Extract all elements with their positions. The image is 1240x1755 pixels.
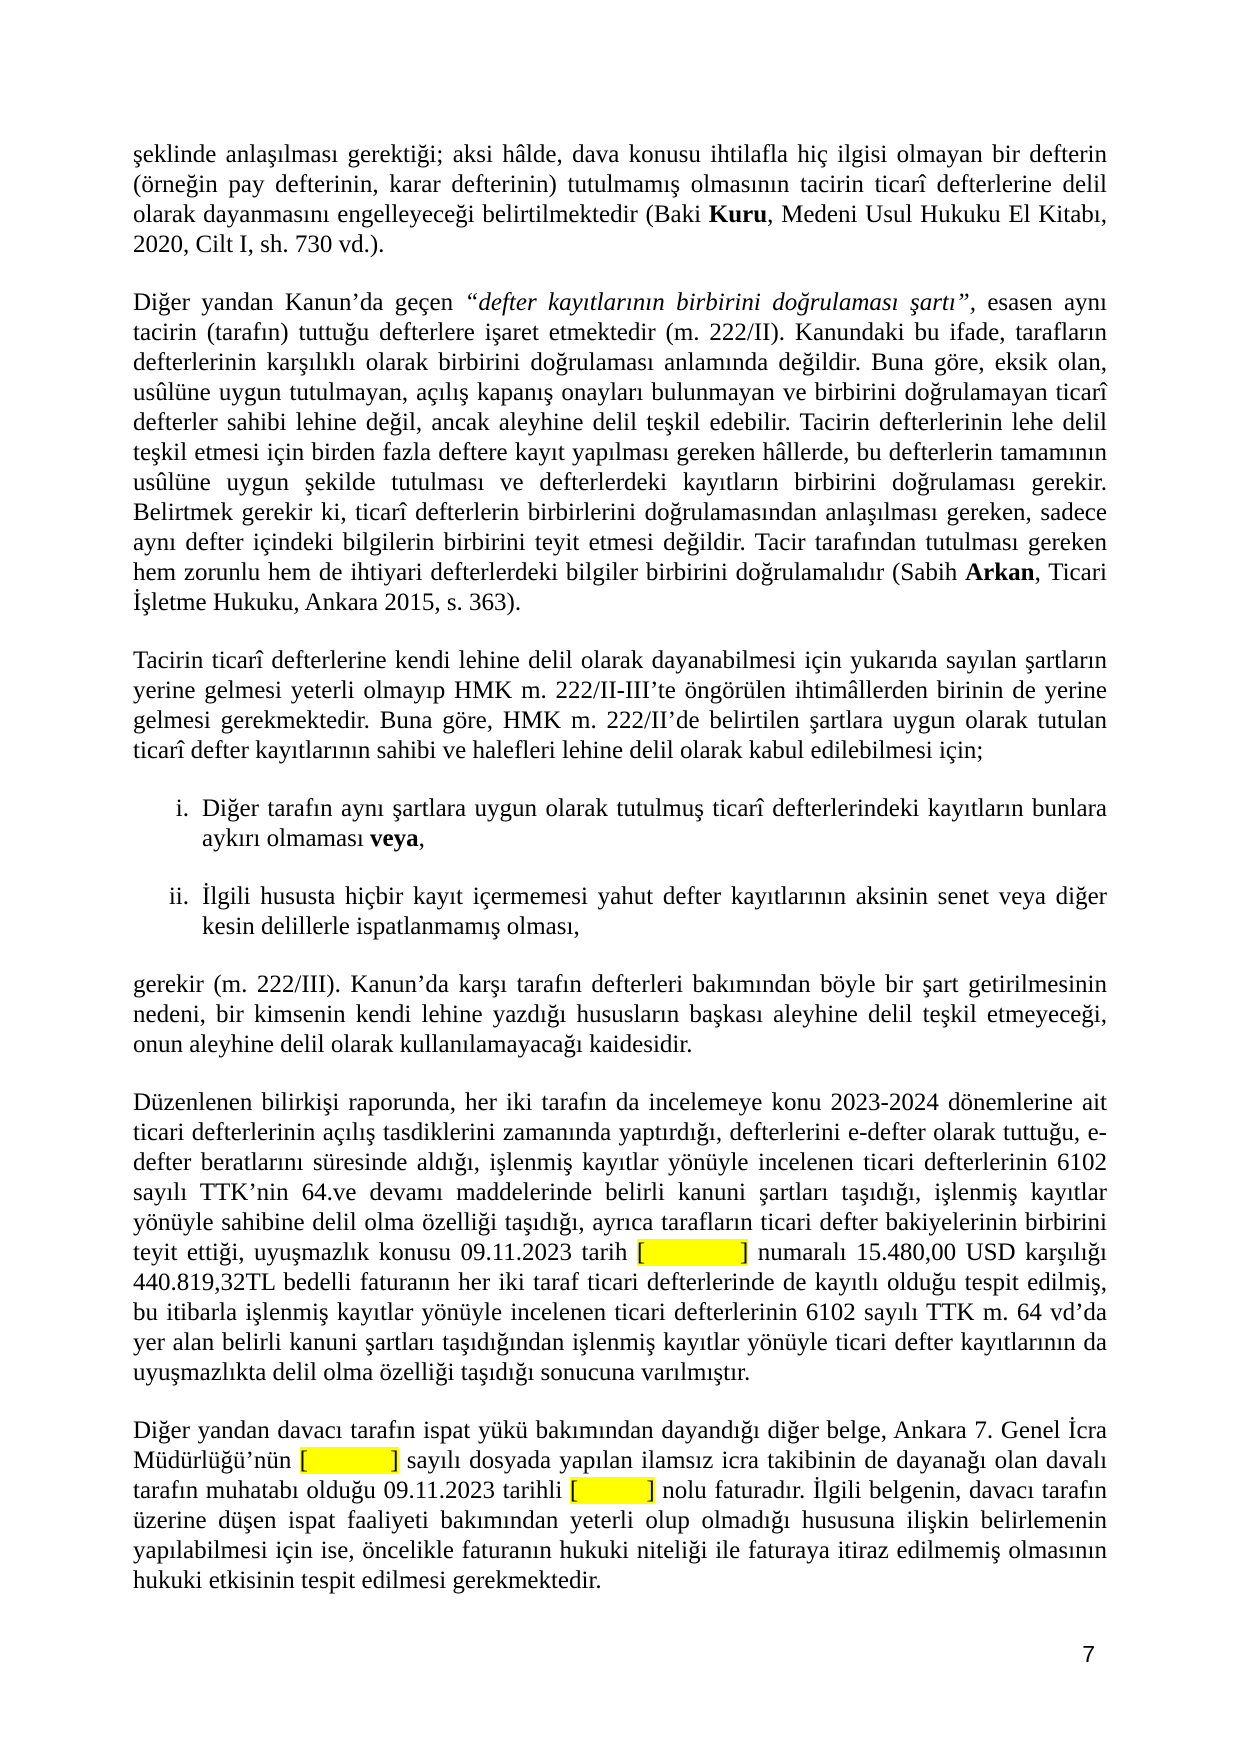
text-run: Diğer yandan Kanun’da geçen [133,289,465,316]
paragraph [133,1088,1107,1388]
paragraph [133,140,1107,260]
text-run: numaralı 15.480,00 USD karşılığı 440.819,32TL bedelli faturanın her iki taraf ticari defterlerinde de kayıtlı olduğu tespit edilmiş, bu itibarla işlenmiş kayıtlar yönüyle incelenen ticari defterlerinin 6102 sayılı TTK m. 64 vd’da yer alan belirli kanuni şartları taşıdığından işlenmiş kayıtlar yönüyle ticari defter kayıtlarının da uyuşmazlıkta delil olma özelliği taşıdığı sonucuna varılmıştır. [133,1239,1108,1386]
paragraph [133,646,1107,766]
text-run: , Medeni Usul Hukuku El Kitabı, 2020, Cilt I, sh. 730 vd.). [133,201,1107,258]
document-body [133,140,1107,1624]
emphasis-italic: “defter kayıtlarının birbirini doğrulaması şartı”, [464,289,976,316]
list-item [133,794,1107,854]
text-run: Tacirin ticarî defterlerine kendi lehine delil olarak dayanabilmesi için yukarıda sayılan şartların yerine gelmesi yeterli olmayıp HMK m. 222/II-III’te öngörülen ihtimâllerden birinin de yerine gelmesi gerekmektedir. Buna göre, HMK m. 222/II’de belirtilen şartlara uygun olarak tutulan ticarî defter kayıtlarının sahibi ve halefleri lehine delil olarak kabul edilebilmesi için; [133,647,1107,764]
emphasis-bold: veya [370,825,419,852]
redaction-highlight: [ ] [569,1477,655,1504]
text-run: esasen aynı tacirin (tarafın) tuttuğu defterlere işaret etmektedir (m. 222/II). Kanundaki bu ifade, tarafların defterlerinin karşılıklı olarak birbirini doğrulaması anlamında değildir. Buna göre, eksik olan, usûlüne uygun tutulmayan, açılış kapanış onayları bulunmayan ve birbirini doğrulamayan ticarî defterler sahibi lehine değil, ancak aleyhine delil teşkil edebilir. Tacirin defterlerinin lehe delil teşkil etmesi için birden fazla deftere kayıt yapılması gereken hâllerde, bu defterlerin tamamının usûlüne uygun şekilde tutulması ve defterlerdeki kayıtların birbirini doğrulaması gerekir. Belirtmek gerekir ki, ticarî defterlerin birbirlerini doğrulamasından anlaşılması gereken, sadece aynı defter içindeki bilgilerin birbirini teyit etmesi değildir. Tacir tarafından tutulması gereken hem zorunlu hem de ihtiyari defterlerdeki bilgiler birbirini doğrulamalıdır (Sabih [133,289,1107,586]
redaction-highlight: [ ] [636,1239,749,1266]
page-footer [1082,1640,1095,1668]
text-run: Diğer tarafın aynı şartlara uygun olarak tutulmuş ticarî defterlerindeki kayıtların bunlara aykırı olmaması [202,795,1107,852]
text-run: nolu faturadır. İlgili belgenin, davacı tarafın üzerine düşen ispat faaliyeti bakımından yeterli olup olmadığı hususuna ilişkin belirlemenin yapılabilmesi için ise, öncelikle faturanın hukuki niteliği ile faturaya itiraz edilmemiş olmasının hukuki etkisinin tespit edilmesi gerekmektedir. [133,1477,1107,1594]
text-run: İlgili hususta hiçbir kayıt içermemesi yahut defter kayıtlarının aksinin senet veya diğer kesin delillerle ispatlanmamış olması, [202,883,1107,940]
text-run: sayılı dosyada yapılan ilamsız icra takibinin de dayanağı olan davalı tarafın muhatabı olduğu 09.11.2023 tarihli [133,1447,1108,1504]
emphasis-bold: Kuru [708,201,768,228]
text-run: gerekir (m. 222/III). Kanun’da karşı tarafın defterleri bakımından böyle bir şart getirilmesinin nedeni, bir kimsenin kendi lehine yazdığı hususların başkası aleyhine delil teşkil etmeyeceği, onun aleyhine delil olarak kullanılamayacağı kaidesidir. [133,971,1107,1058]
list-marker: ii. [168,883,189,910]
paragraph [133,1416,1107,1596]
paragraph [133,970,1107,1060]
paragraph [133,288,1107,618]
text-run: şeklinde anlaşılması gerektiği; aksi hâlde, dava konusu ihtilafla hiç ilgisi olmayan bir defterin (örneğin pay defterinin, karar defterinin) tutulmamış olmasının tacirin ticarî defterlerine delil olarak dayanmasını engelleyeceği belirtilmektedir (Baki [133,141,1107,228]
redaction-highlight: [ ] [299,1447,399,1474]
text-run: , [418,825,425,852]
list-item [133,882,1107,942]
text-run: Düzenlenen bilirkişi raporunda, her iki tarafın da incelemeye konu 2023-2024 dönemlerine ait ticari defterlerinin açılış tasdiklerini zamanında yaptırdığı, defterlerini e-defter olarak tuttuğu, e-defter beratlarını süresinde aldığı, işlenmiş kayıtlar yönüyle incelenen ticari defterlerinin 6102 sayılı TTK’nin 64.ve devamı maddelerinde belirli kanuni şartları taşıdığı, işlenmiş kayıtlar yönüyle sahibine delil olma özelliği taşıdığı, ayrıca tarafların ticari defter bakiyelerinin birbirini teyit ettiği, uyuşmazlık konusu 09.11.2023 tarih [133,1089,1107,1266]
list-item-text [202,795,1107,852]
page-number: 7 [1082,1641,1095,1667]
text-run: Diğer yandan davacı tarafın ispat yükü bakımından dayandığı diğer belge, Ankara 7. Genel İcra Müdürlüğü’nün [133,1417,1107,1474]
text-run: , Ticari İşletme Hukuku, Ankara 2015, s. 363). [133,559,1107,616]
emphasis-bold: Arkan [965,559,1035,586]
list-item-text [202,883,1107,940]
list-marker: i. [175,795,189,822]
